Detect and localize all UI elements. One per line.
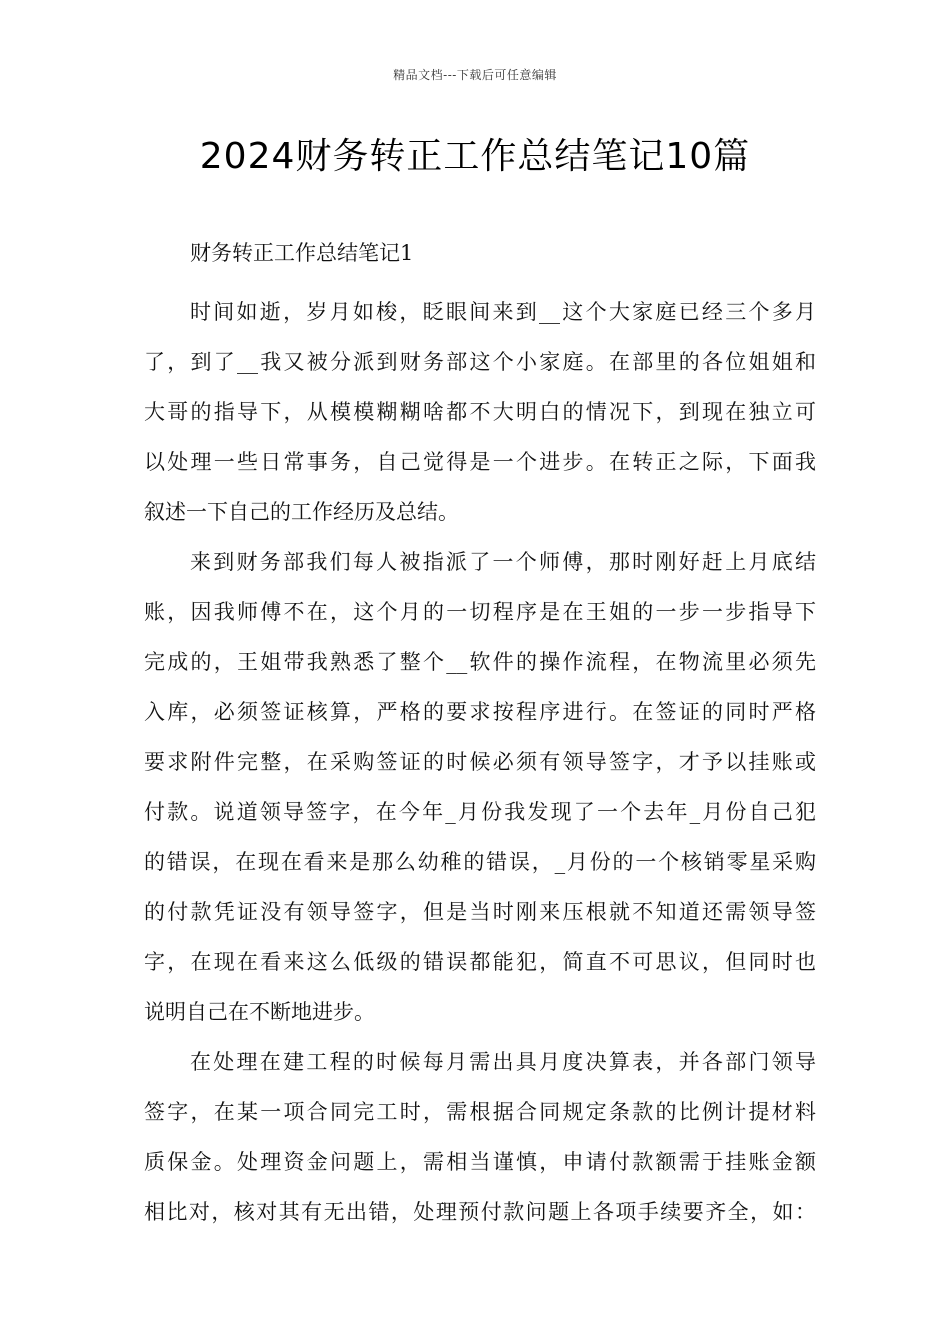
paragraph (144, 287, 816, 537)
paragraph-line: 叙述一下自己的工作经历及总结。 (144, 500, 459, 524)
paragraph-line: 付款。说道领导签字，在今年_月份我发现了一个去年_月份自己犯 (144, 800, 816, 824)
paragraph-line: 字，在现在看来这么低级的错误都能犯，简直不可思议，但同时也 (144, 950, 816, 974)
paragraph-line: 了，到了__我又被分派到财务部这个小家庭。在部里的各位姐姐和 (144, 350, 816, 374)
document-title: 2024财务转正工作总结笔记10篇 (199, 136, 751, 177)
paragraph-line: 要求附件完整，在采购签证的时候必须有领导签字，才予以挂账或 (144, 750, 816, 774)
paragraph-line: 时间如逝，岁月如梭，眨眼间来到__这个大家庭已经三个多月 (190, 300, 816, 324)
section-heading: 财务转正工作总结笔记1 (190, 241, 414, 265)
header-note: 精品文档---下载后可任意编辑 (393, 68, 557, 82)
paragraph-line: 大哥的指导下，从模模糊糊啥都不大明白的情况下，到现在独立可 (144, 400, 816, 424)
paragraph-line: 质保金。处理资金问题上，需相当谨慎，申请付款额需于挂账金额 (144, 1150, 816, 1174)
paragraph-line: 的付款凭证没有领导签字，但是当时刚来压根就不知道还需领导签 (144, 900, 816, 924)
document-body (144, 287, 816, 1237)
paragraph-line: 签字，在某一项合同完工时，需根据合同规定条款的比例计提材料 (144, 1100, 816, 1124)
paragraph-line: 入库，必须签证核算，严格的要求按程序进行。在签证的同时严格 (144, 700, 816, 724)
paragraph-line: 来到财务部我们每人被指派了一个师傅，那时刚好赶上月底结 (190, 550, 816, 574)
paragraph-line: 账，因我师傅不在，这个月的一切程序是在王姐的一步一步指导下 (144, 600, 816, 624)
paragraph-line: 的错误，在现在看来是那么幼稚的错误，_月份的一个核销零星采购 (144, 850, 816, 874)
paragraph-line: 相比对，核对其有无出错，处理预付款问题上各项手续要齐全，如： (144, 1200, 816, 1224)
paragraph-line: 在处理在建工程的时候每月需出具月度决算表，并各部门领导 (190, 1050, 816, 1074)
paragraph-line: 以处理一些日常事务，自己觉得是一个进步。在转正之际，下面我 (144, 450, 816, 474)
paragraph (144, 537, 816, 1037)
paragraph (144, 1037, 816, 1237)
paragraph-line: 完成的，王姐带我熟悉了整个__软件的操作流程，在物流里必须先 (144, 650, 816, 674)
paragraph-line: 说明自己在不断地进步。 (144, 1000, 375, 1024)
